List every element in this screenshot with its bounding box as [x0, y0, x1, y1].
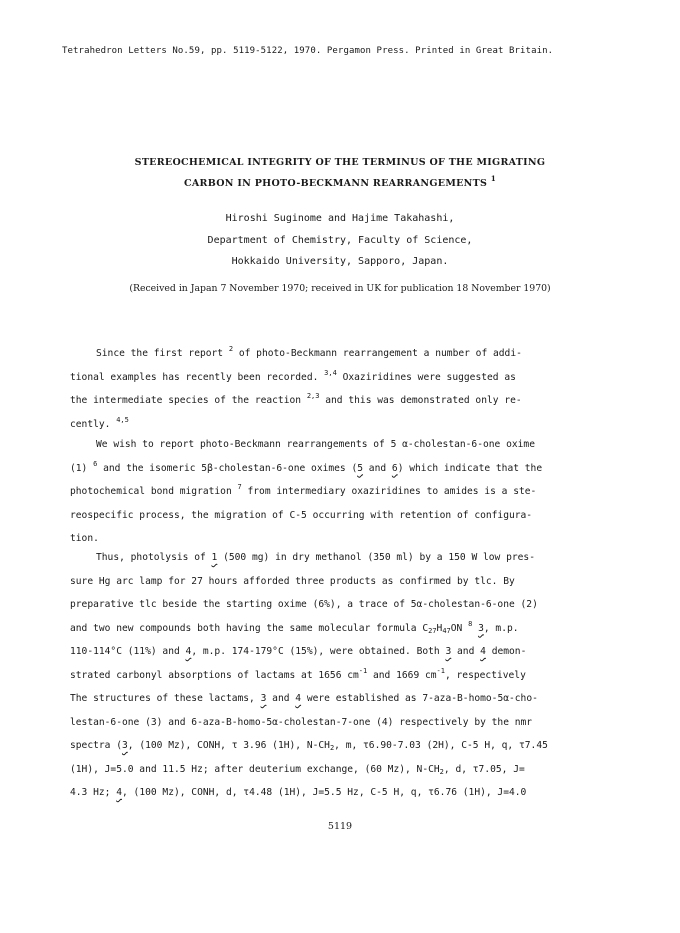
paragraph-3: [70, 546, 626, 805]
text-line: strated carbonyl absorptions of lactams at 1656 $cm^{-1}$ and 1669 $cm^{-1}$, respectively: [70, 666, 526, 681]
affiliation-line-2: Hokkaido University, Sapporo, Japan.: [231, 256, 449, 267]
text-line: cently. $^{4,5}$: [70, 415, 129, 430]
text-line: tional examples has recently been recorded. $^{3,4}$ Oxaziridines were suggested as: [70, 368, 516, 383]
received-date: (Received in Japan 7 November 1970; received in UK for publication 18 November 1970): [129, 283, 551, 294]
text-line: (1H), J=5.0 and 11.5 Hz; after deuterium exchange, (60 Mz), $N-CH_2$, d, τ7.05, J=: [70, 763, 525, 776]
text-line: spectra (3, (100 Mz), CONH, τ 3.96 (1H), $N-CH_2$, m, τ6.90-7.03 (2H), C-5 H, q, τ7.45: [70, 740, 548, 752]
text-line: tion.: [70, 533, 99, 544]
text-line: reospecific process, the migration of C-5 occurring with retention of configura-: [70, 509, 533, 521]
page-number: 5119: [327, 821, 353, 832]
text-line: Since the first report $^2$ of photo-Beckmann rearrangement a number of addi-: [96, 345, 522, 359]
text-line: and two new compounds both having the same molecular formula $C_{27}H_{47}ON$ $^8$ 3, m.p.: [70, 619, 519, 635]
text-line: lestan-6-one (3) and 6-aza-B-homo-5α-cholestan-7-one (4) respectively by the nmr: [70, 716, 533, 728]
text-line: sure Hg arc lamp for 27 hours afforded three products as confirmed by tlc. By: [70, 575, 515, 587]
text-line: The structures of these lactams, 3 and 4 were established as 7-aza-B-homo-5α-cho-: [70, 693, 538, 704]
text-line: We wish to report photo-Beckmann rearrangements of 5 α-cholestan-6-one oxime: [96, 439, 535, 450]
affiliation-line-1: Department of Chemistry, Faculty of Science,: [207, 235, 473, 246]
text-line: Thus, photolysis of 1 (500 mg) in dry methanol (350 ml) by a 150 W low pres-: [96, 552, 535, 563]
text-line: 110-114°C (11%) and 4, m.p. 174-179°C (15%), were obtained. Both 3 and 4 demon-: [70, 646, 527, 657]
text-line: preparative tlc beside the starting oxime (6%), a trace of 5α-cholestan-6-one (2): [70, 599, 538, 610]
authors: Hiroshi Suginome and Hajime Takahashi,: [225, 213, 455, 224]
paragraph-2: [70, 433, 626, 551]
paragraph-1: [70, 342, 626, 436]
paper-title-line-2: CARBON IN PHOTO-BECKMANN REARRANGEMENTS $^1$: [184, 174, 496, 189]
text-line: photochemical bond migration $^7$ from intermediary oxaziridines to amides is a ste-: [70, 483, 537, 497]
text-line: 4.3 Hz; 4, (100 Mz), CONH, d, τ4.48 (1H), J=5.5 Hz, C-5 H, q, τ6.76 (1H), J=4.0: [70, 787, 527, 798]
text-line: the intermediate species of the reaction $^{2,3}$ and this was demonstrated only re-: [70, 392, 522, 406]
text-line: (1) $^6$ and the isomeric 5β-cholestan-6-one oximes (5 and 6) which indicate that the: [70, 459, 543, 474]
journal-header: Tetrahedron Letters No.59, pp. 5119-5122, 1970. Pergamon Press. Printed in Great Britain.: [62, 46, 554, 56]
paper-title-line-1: STEREOCHEMICAL INTEGRITY OF THE TERMINUS OF THE MIGRATING: [134, 157, 546, 168]
title-footnote-ref: 1: [490, 174, 496, 183]
